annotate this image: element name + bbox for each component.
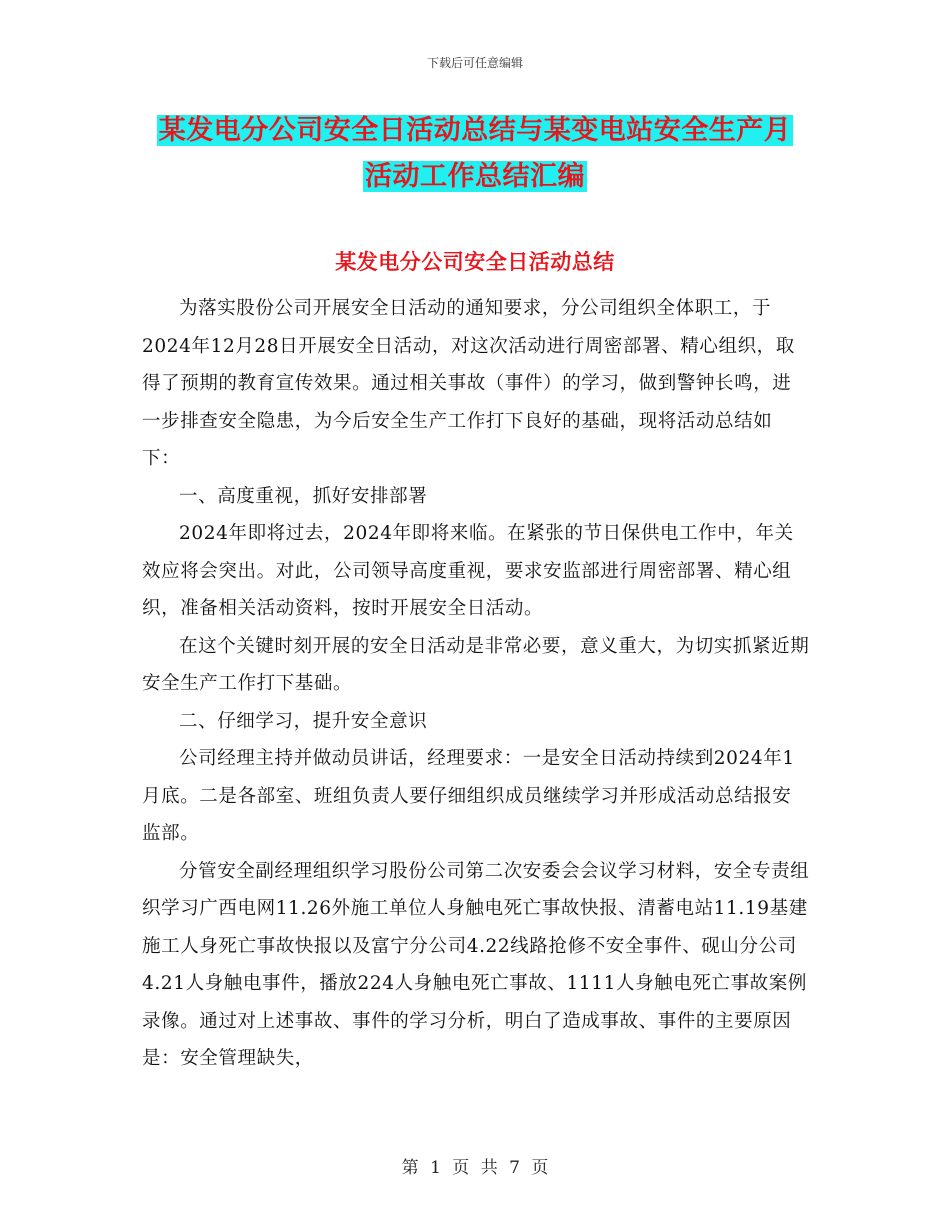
document-body (142, 290, 810, 1078)
heading-two: 二、仔细学习，提升安全意识 (179, 710, 428, 732)
paragraph: 2024年即将过去，2024年即将来临。在紧张的节日保供电工作中，年关效应将会突出。对此，公司领导高度重视，要求安监部进行周密部署、精心组织，准备相关活动资料，按时开展安全日活动。 (142, 523, 794, 619)
document-title-line1: 某发电分公司安全日活动总结与某变电站安全生产月 (158, 115, 792, 146)
paragraph: 公司经理主持并做动员讲话，经理要求：一是安全日活动持续到2024年1月底。二是各部室、班组负责人要仔细组织成员继续学习并形成活动总结报安监部。 (142, 748, 795, 844)
section-title: 某发电分公司安全日活动总结 (335, 249, 615, 274)
document-title (140, 108, 810, 200)
header-note: 下载后可任意编辑 (426, 56, 523, 70)
heading-one: 一、高度重视，抓好安排部署 (179, 485, 428, 507)
page-footer: 第 1 页 共 7 页 (401, 1158, 549, 1178)
paragraph: 在这个关键时刻开展的安全日活动是非常必要，意义重大，为切实抓紧近期安全生产工作打下基础。 (142, 635, 810, 694)
paragraph: 分管安全副经理组织学习股份公司第二次安委会会议学习材料，安全专责组织学习广西电网11.26外施工单位人身触电死亡事故快报、清蓄电站11.19基建施工人身死亡事故快报以及富宁分公司4.22线路抢修不安全事件、砚山分公司4.21人身触电事件，播放224人身触电死亡事故、1111人身触电死亡事故案例录像。通过对上述事故、事件的学习分析，明白了造成事故、事件的主要原因是：安全管理缺失， (142, 860, 810, 1069)
paragraph-intro: 为落实股份公司开展安全日活动的通知要求，分公司组织全体职工，于2024年12月28日开展安全日活动，对这次活动进行周密部署、精心组织，取得了预期的教育宣传效果。通过相关事故（事件）的学习，做到警钟长鸣，进一步排查安全隐患，为今后安全生产工作打下良好的基础，现将活动总结如下： (142, 298, 795, 469)
document-title-line2: 活动工作总结汇编 (365, 161, 585, 192)
